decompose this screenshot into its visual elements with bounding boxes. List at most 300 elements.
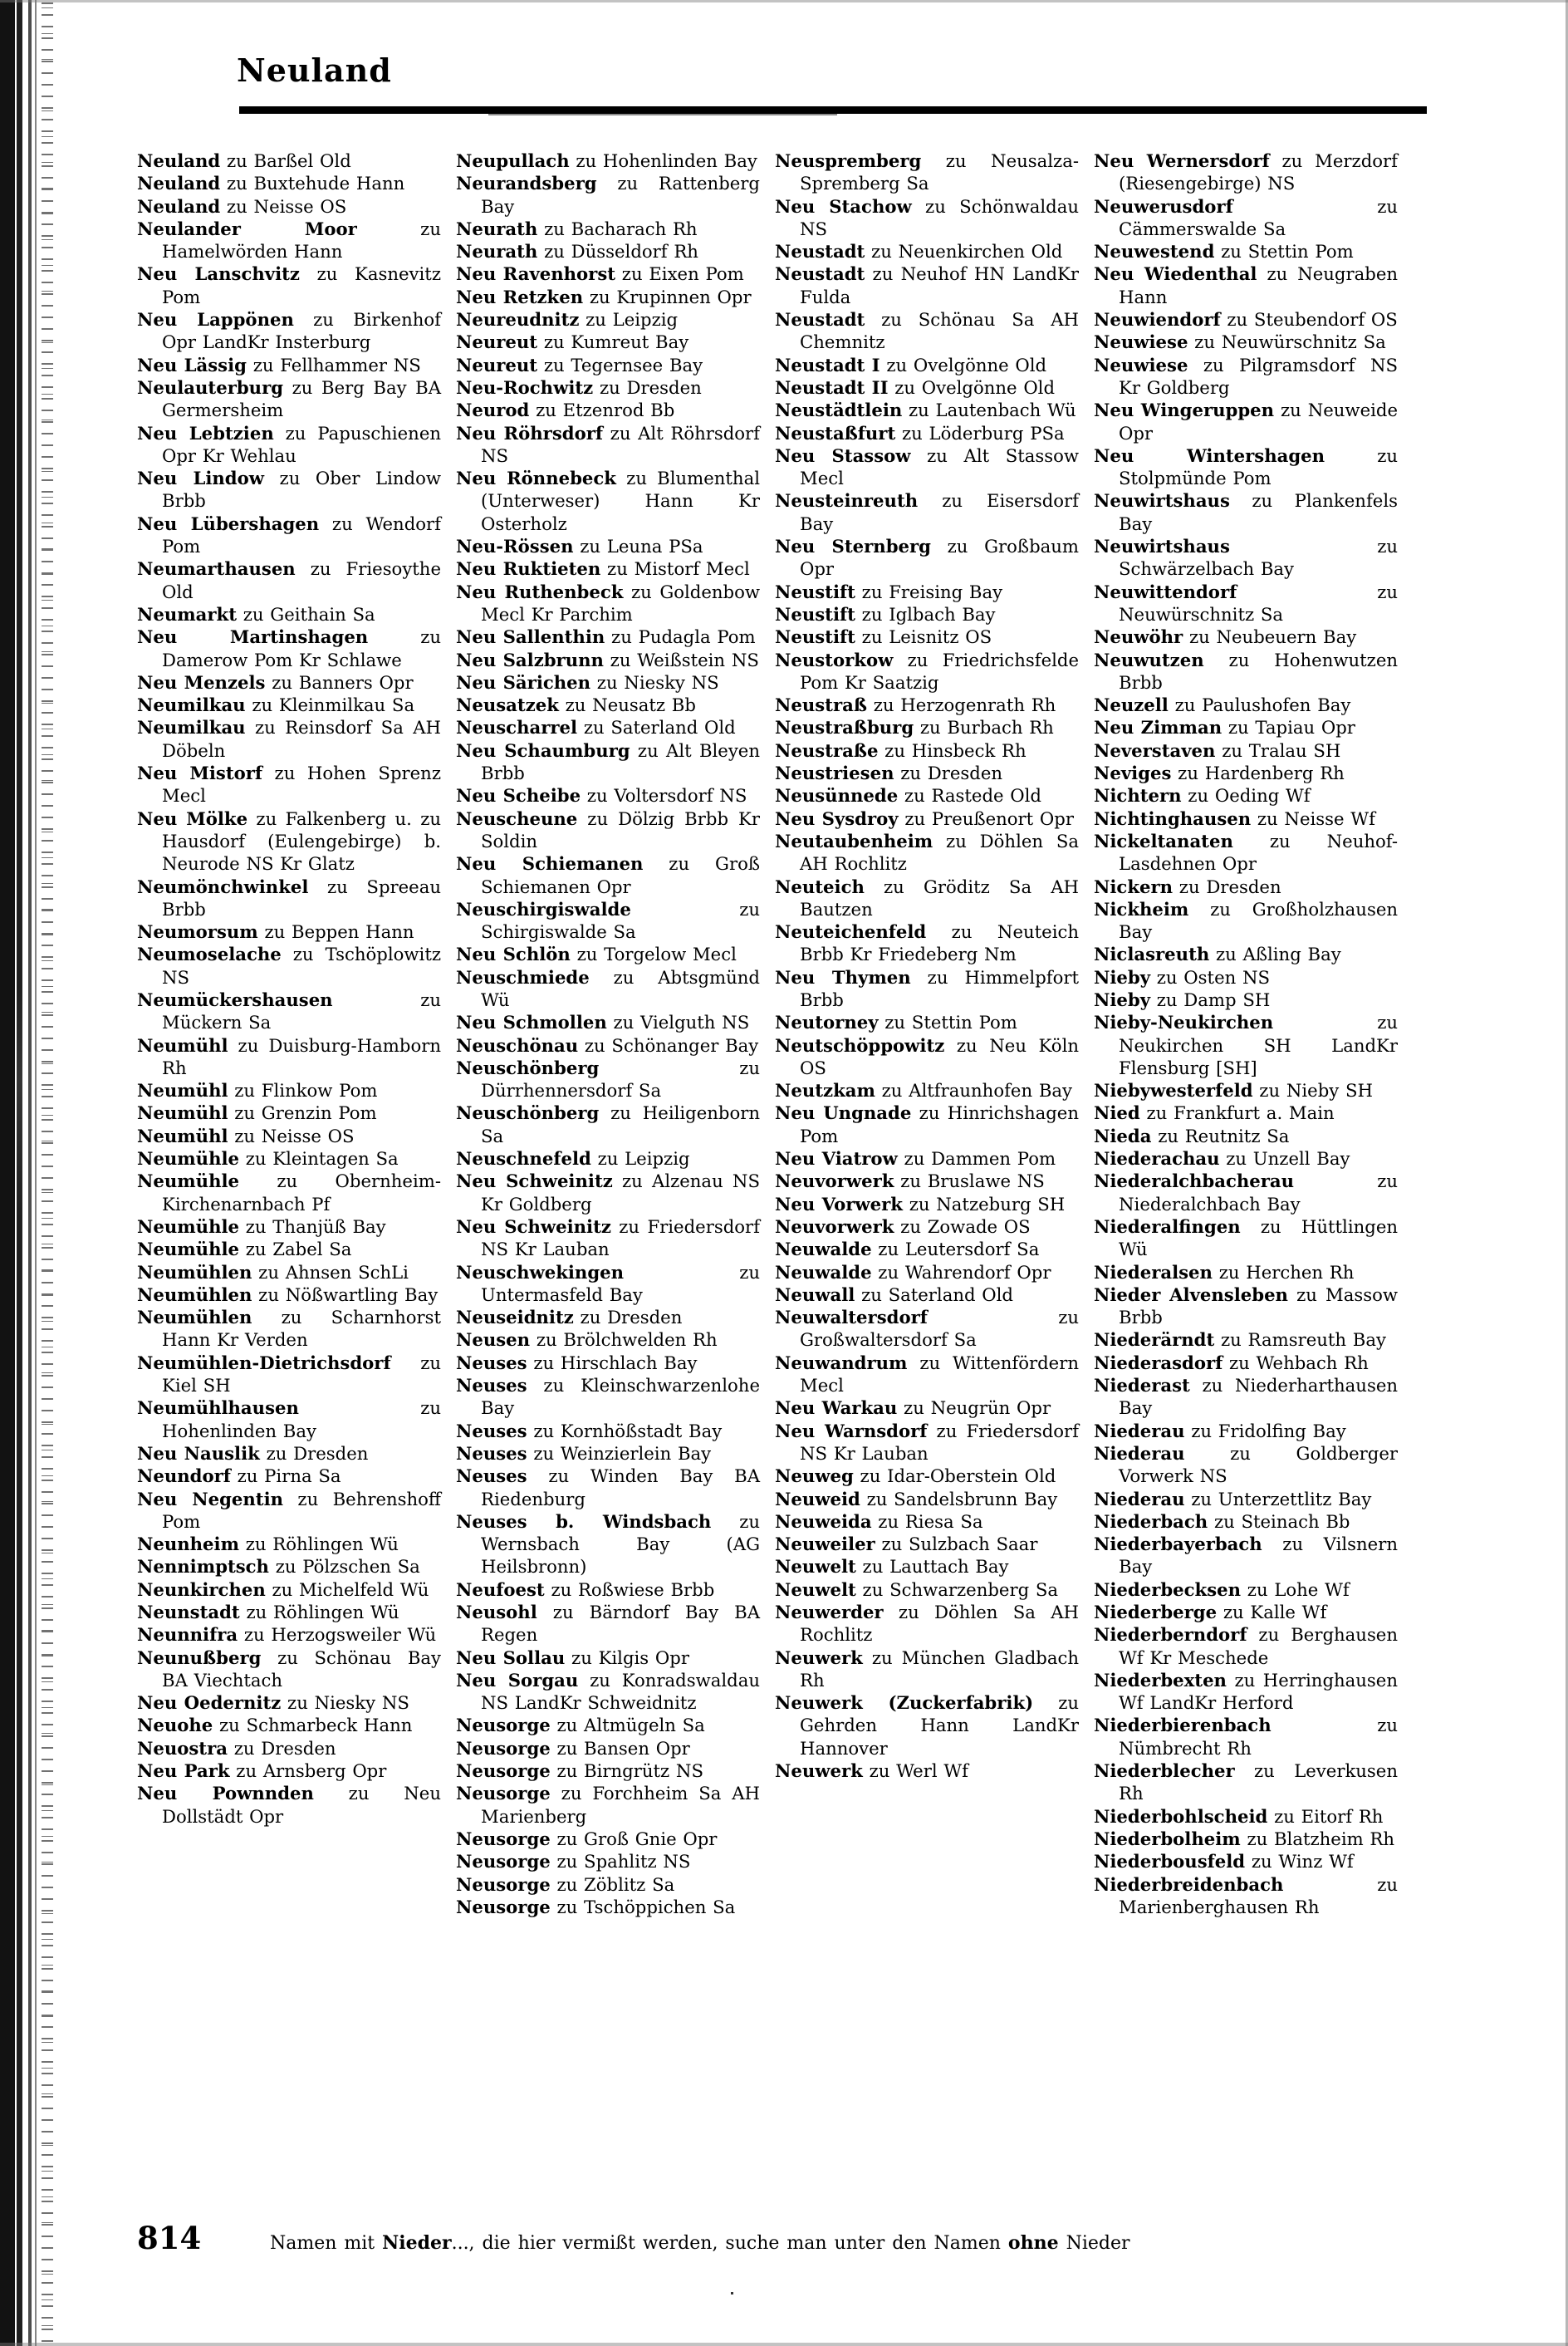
index-entry (775, 1488, 1079, 1510)
entry-headword: Niederast (1094, 1375, 1190, 1396)
entry-headword: Neunstadt (137, 1602, 240, 1622)
entry-headword: Niederärndt (1094, 1329, 1215, 1351)
entry-headword: Neu Lässig (137, 354, 247, 375)
index-entry (137, 671, 441, 694)
entry-headword: Neustadt (775, 263, 865, 285)
index-entry (775, 1760, 1079, 1782)
entry-reference: zu Leipzig (579, 309, 679, 331)
index-entry (1094, 331, 1398, 353)
entry-headword: Neuland (137, 173, 221, 194)
index-entry (775, 784, 1079, 807)
index-entry (456, 1011, 760, 1033)
entry-headword: Neuwirtshaus (1094, 490, 1230, 512)
entry-reference: zu Sandelsbrunn Bay (860, 1488, 1058, 1509)
entry-headword: Neu Schweinitz (456, 1171, 613, 1192)
entry-headword: Neu Retzken (456, 286, 584, 307)
entry-reference: zu Ramsreuth Bay (1214, 1329, 1386, 1351)
entry-headword: Neureut (456, 354, 538, 375)
entry-reference: zu Dresden (593, 376, 702, 398)
entry-reference: zu Döhlen Sa AH Rochlitz (800, 830, 1079, 875)
index-entry (456, 150, 760, 172)
running-head: Neuland (237, 52, 392, 89)
entry-headword: Neunnifra (137, 1624, 238, 1646)
entry-headword: Neupullach (456, 150, 570, 171)
entry-reference: zu Saterland Old (855, 1283, 1013, 1305)
entry-headword: Niederalfingen (1094, 1215, 1241, 1237)
entry-reference: zu Ovelgönne Old (888, 376, 1056, 398)
index-entry (456, 739, 760, 785)
entry-headword: Neu Menzels (137, 671, 266, 693)
entry-headword: Neuvorwerk (775, 1215, 894, 1237)
index-entry (1094, 762, 1398, 784)
entry-reference: zu Unzell Bay (1219, 1148, 1350, 1170)
entry-reference: zu Tralau SH (1215, 739, 1341, 761)
entry-reference: zu Neu Köln OS (800, 1034, 1079, 1078)
entry-reference: zu Leisnitz OS (855, 626, 992, 648)
entry-headword: Neuland (137, 195, 221, 217)
index-entry (456, 1102, 760, 1147)
entry-reference: zu Birngrütz NS (550, 1760, 703, 1782)
entry-reference: zu Tegernsee Bay (537, 354, 703, 375)
entry-headword: Neuschnefeld (456, 1148, 591, 1170)
entry-reference: zu Dölzig Brbb Kr Soldin (481, 807, 760, 852)
entry-headword: Nied (1094, 1102, 1140, 1124)
entry-headword: Neutaubenheim (775, 830, 933, 852)
entry-headword: Neusatzek (456, 694, 559, 716)
entry-headword: Neu Mistorf (137, 763, 263, 784)
entry-reference: zu Leuna PSa (573, 536, 703, 557)
entry-headword: Niederau (1094, 1420, 1185, 1441)
entry-headword: Neuwandrum (775, 1352, 908, 1373)
entry-headword: Neustift (775, 603, 855, 625)
index-entry (775, 807, 1079, 830)
entry-headword: Neu Schweinitz (456, 1215, 611, 1237)
entry-headword: Neumühl (137, 1102, 228, 1124)
index-entry (775, 422, 1079, 444)
entry-headword: Neuseidnitz (456, 1307, 574, 1328)
entry-reference: zu Roßwiese Brbb (544, 1578, 715, 1600)
entry-headword: Neuwelt (775, 1578, 856, 1600)
index-entry (456, 557, 760, 580)
index-entry (137, 1623, 441, 1646)
entry-reference: zu Kalle Wf (1217, 1602, 1327, 1622)
entry-reference: zu Niederalchbach Bay (1119, 1171, 1398, 1215)
entry-reference: zu Ahnsen SchLi (252, 1261, 409, 1283)
index-entry (775, 716, 1079, 739)
entry-headword: Niederbreidenbach (1094, 1873, 1284, 1895)
index-entry (1094, 1510, 1398, 1533)
entry-headword: Neuvorwerk (775, 1171, 894, 1192)
entry-headword: Neurod (456, 400, 530, 421)
index-entry (775, 1352, 1079, 1397)
entry-reference: zu Herzogenrath Rh (866, 694, 1056, 716)
entry-headword: Neumönchwinkel (137, 876, 309, 897)
entry-reference: zu Hohenlinden Bay (162, 1397, 441, 1441)
entry-headword: Niederbolheim (1094, 1828, 1241, 1849)
index-entry (775, 489, 1079, 535)
entry-reference: zu Hirschlach Bay (527, 1352, 698, 1373)
index-entry (456, 1034, 760, 1057)
entry-headword: Nieder Alvensleben (1094, 1283, 1288, 1305)
index-entry (1094, 150, 1398, 195)
entry-reference: zu Neubeuern Bay (1183, 626, 1357, 648)
entry-reference: zu Oeding Wf (1181, 785, 1311, 807)
entry-headword: Neuses (456, 1442, 527, 1464)
entry-reference: zu Thanjüß Bay (239, 1215, 386, 1237)
entry-headword: Niederbierenbach (1094, 1715, 1272, 1736)
entry-headword: Neuspremberg (775, 150, 922, 171)
entry-reference: zu Abtsgmünd Wü (481, 966, 760, 1010)
index-entry (775, 444, 1079, 490)
entry-reference: zu Schwärzelbach Bay (1119, 536, 1398, 580)
entry-headword: Neumühl (137, 1034, 228, 1056)
index-entry (775, 1306, 1079, 1352)
entry-reference: zu Herchen Rh (1212, 1261, 1355, 1283)
entry-reference: zu Riesa Sa (871, 1510, 983, 1532)
index-entry (137, 1647, 441, 1692)
entry-headword: Neuteich (775, 876, 865, 897)
entry-reference: zu Mückern Sa (162, 989, 441, 1033)
entry-headword: Neu-Rössen (456, 536, 574, 557)
entry-reference: zu Großbaum Opr (800, 536, 1079, 580)
entry-reference: zu Blatzheim Rh (1240, 1828, 1395, 1849)
index-entry (137, 263, 441, 308)
entry-reference: zu Blumenthal (Unterweser) Hann Kr Osterholz (481, 468, 760, 534)
index-entry (137, 1215, 441, 1238)
index-entry (1094, 308, 1398, 331)
entry-reference: zu Frankfurt a. Main (1139, 1102, 1335, 1124)
entry-reference: zu Kleintagen Sa (239, 1148, 399, 1170)
entry-reference: zu Kilgis Opr (565, 1647, 689, 1668)
index-entry (1094, 354, 1398, 400)
entry-headword: Niederberge (1094, 1602, 1218, 1622)
entry-headword: Neuschmiede (456, 966, 590, 988)
entry-headword: Neu Vorwerk (775, 1193, 903, 1215)
entry-headword: Neustädtlein (775, 400, 903, 421)
index-entry (456, 1510, 760, 1578)
index-entry (775, 240, 1079, 263)
index-entry (775, 1601, 1079, 1647)
index-entry (1094, 784, 1398, 807)
index-entry (456, 1057, 760, 1102)
entry-headword: Neu Thymen (775, 966, 911, 988)
index-entry (456, 626, 760, 648)
entry-reference: zu Alt Röhrsdorf NS (481, 422, 761, 466)
index-entry (775, 739, 1079, 762)
index-entry (137, 557, 441, 603)
index-entry (1094, 1601, 1398, 1623)
entry-headword: Neu Martinshagen (137, 626, 369, 648)
entry-reference: zu Damerow Pom Kr Schlawe (162, 626, 441, 670)
entry-headword: Neurandsberg (456, 173, 597, 194)
entry-headword: Neu Lebtzien (137, 422, 274, 444)
entry-headword: Neuwalde (775, 1261, 872, 1283)
index-entry (137, 716, 441, 762)
entry-reference: zu Leutersdorf Sa (871, 1239, 1040, 1260)
entry-headword: Niederbousfeld (1094, 1851, 1246, 1872)
index-entry (775, 1102, 1079, 1147)
entry-headword: Neustorkow (775, 649, 894, 670)
index-entry (456, 1147, 760, 1170)
index-entry (1094, 1328, 1398, 1351)
index-entry (1094, 1850, 1398, 1872)
entry-headword: Neuwiese (1094, 354, 1188, 375)
entry-headword: Neu Schaumburg (456, 739, 630, 761)
index-entry (1094, 1578, 1398, 1601)
entry-reference: zu Reutnitz Sa (1151, 1125, 1290, 1146)
entry-reference: zu Alzenau NS Kr Goldberg (481, 1171, 760, 1215)
index-entry (456, 943, 760, 965)
entry-headword: Neuses (456, 1375, 527, 1396)
entry-headword: Neu Salzbrunn (456, 649, 604, 670)
entry-headword: Neu Stassow (775, 444, 911, 466)
entry-headword: Neutorney (775, 1012, 879, 1033)
entry-reference: zu Zöblitz Sa (550, 1873, 675, 1895)
index-entry (456, 1828, 760, 1850)
index-entry (1094, 989, 1398, 1011)
index-entry (456, 671, 760, 694)
entry-headword: Neu Schmollen (456, 1012, 607, 1033)
entry-headword: Neu Sternberg (775, 536, 931, 557)
entry-reference: zu Bärndorf Bay BA Regen (481, 1602, 760, 1646)
entry-headword: Neuwerusdorf (1094, 195, 1233, 217)
entry-headword: Neuscheune (456, 807, 578, 829)
entry-headword: Neumühle (137, 1148, 240, 1170)
entry-reference: zu Konradswaldau NS LandKr Schweidnitz (481, 1669, 760, 1714)
index-entry (137, 1714, 441, 1736)
entry-headword: Neu Lappönen (137, 309, 294, 331)
entry-headword: Neulauterburg (137, 376, 284, 398)
index-entry (1094, 1147, 1398, 1170)
scan-dust-speck (731, 2292, 733, 2294)
entry-reference: zu Kornhößstadt Bay (527, 1420, 723, 1441)
page-footer (137, 2220, 1433, 2256)
entry-reference: zu Alt Bleyen Brbb (481, 739, 760, 784)
entry-headword: Neumühlhausen (137, 1397, 299, 1419)
index-entry (456, 399, 760, 421)
index-entry (137, 1396, 441, 1442)
entry-reference: zu Falkenberg u. zu Hausdorf (Eulengebirge) b. Neurode NS Kr Glatz (162, 807, 441, 875)
index-entry (1094, 876, 1398, 898)
index-entry (456, 1215, 760, 1261)
index-entry (456, 1420, 760, 1442)
entry-reference: zu Gröditz Sa AH Bautzen (800, 876, 1079, 920)
index-entry (137, 1261, 441, 1283)
index-entry (456, 467, 760, 535)
entry-headword: Nennimptsch (137, 1556, 269, 1578)
entry-headword: Niederbecksen (1094, 1578, 1242, 1600)
entry-headword: Neustadt (775, 241, 865, 263)
index-entry (137, 195, 441, 218)
entry-headword: Neustraße (775, 739, 879, 761)
entry-reference: zu Duisburg-Hamborn Rh (162, 1034, 441, 1078)
entry-reference: zu Etzenrod Bb (529, 400, 675, 421)
entry-headword: Neuweiler (775, 1534, 875, 1555)
index-entry (775, 535, 1079, 581)
footnote-text-post: Nieder (1058, 2233, 1130, 2254)
index-entry (137, 218, 441, 263)
index-entry (456, 308, 760, 331)
entry-headword: Neusorge (456, 1715, 551, 1736)
column-2 (456, 150, 760, 2143)
index-entry (1094, 1442, 1398, 1488)
entry-reference: zu Neuhof HN LandKr Fulda (800, 263, 1079, 307)
entry-headword: Niederalchbacherau (1094, 1171, 1295, 1192)
entry-reference: zu Bansen Opr (550, 1737, 690, 1759)
index-entry (456, 376, 760, 399)
entry-reference: zu Natzeburg SH (902, 1193, 1066, 1215)
index-entry (137, 308, 441, 354)
index-entry (456, 1850, 760, 1872)
entry-headword: Neunkirchen (137, 1578, 266, 1600)
index-entry (137, 467, 441, 513)
entry-reference: zu Schönau Bay BA Viechtach (162, 1647, 441, 1691)
entry-reference: zu Kleinmilkau Sa (245, 694, 415, 716)
index-entry (456, 535, 760, 557)
index-entry (456, 716, 760, 739)
index-entry (775, 1261, 1079, 1283)
index-entry (456, 286, 760, 308)
index-entry (775, 1533, 1079, 1555)
index-entry (1094, 535, 1398, 581)
index-entry (775, 1193, 1079, 1215)
entry-reference: zu Alt Stassow Mecl (800, 444, 1080, 489)
entry-headword: Niederachau (1094, 1148, 1220, 1170)
entry-reference: zu Niesky NS (590, 671, 719, 693)
index-entry (775, 694, 1079, 716)
entry-headword: Neuses (456, 1352, 527, 1373)
index-entry (137, 694, 441, 716)
index-entry (1094, 1125, 1398, 1147)
entry-headword: Neu Schlön (456, 944, 571, 965)
index-entry (137, 1442, 441, 1465)
entry-headword: Neumilkau (137, 694, 246, 716)
entry-headword: Neuweg (775, 1465, 854, 1487)
index-entry (775, 308, 1079, 354)
entry-headword: Neumühle (137, 1215, 240, 1237)
entry-reference: zu Neugrün Opr (897, 1397, 1051, 1419)
column-3 (775, 150, 1079, 2143)
index-entry (1094, 739, 1398, 762)
entry-reference: zu Röhlingen Wü (239, 1602, 399, 1622)
entry-headword: Neumühle (137, 1239, 240, 1260)
index-entry (456, 354, 760, 376)
index-entry (1094, 1283, 1398, 1329)
entry-headword: Niederau (1094, 1488, 1185, 1509)
entry-reference: zu Flinkow Pom (228, 1080, 378, 1102)
entry-reference: zu Dürrhennersdorf Sa (481, 1057, 760, 1102)
entry-reference: zu Neugraben Hann (1119, 263, 1399, 307)
index-entry (775, 830, 1079, 876)
index-entry (137, 1125, 441, 1147)
entry-reference: zu Wittenfördern Mecl (800, 1352, 1079, 1396)
entry-reference: zu Birkenhof Opr LandKr Insterburg (162, 309, 441, 353)
entry-headword: Neu Warkau (775, 1397, 898, 1419)
entry-reference: zu Heiligenborn Sa (481, 1102, 760, 1146)
footnote-bold-ohne: ohne (1007, 2232, 1059, 2254)
entry-reference: zu Dresden (259, 1442, 369, 1464)
index-entry (1094, 1215, 1398, 1261)
index-entry (137, 1147, 441, 1170)
entry-headword: Niederbexten (1094, 1669, 1227, 1691)
entry-reference: zu Wendorf Pom (162, 513, 441, 557)
entry-reference: zu Stettin Pom (1214, 241, 1354, 263)
index-entry (1094, 1420, 1398, 1442)
entry-reference: zu Osten NS (1150, 966, 1271, 988)
entry-reference: zu Lautenbach Wü (902, 400, 1076, 421)
entry-reference: zu Neisse OS (228, 1125, 355, 1146)
entry-headword: Neu Oedernitz (137, 1692, 282, 1714)
entry-headword: Nieda (1094, 1125, 1152, 1146)
entry-reference: zu München Gladbach Rh (800, 1647, 1079, 1691)
entry-headword: Neuwaltersdorf (775, 1307, 928, 1328)
index-entry (137, 422, 441, 468)
index-entry (1094, 1374, 1398, 1420)
entry-reference: zu Saterland Old (577, 717, 736, 739)
entry-reference: zu Neisse OS (220, 195, 347, 217)
index-entry (775, 876, 1079, 921)
index-entry (137, 1102, 441, 1124)
index-entry (456, 1896, 760, 1918)
entry-headword: Neusteinreuth (775, 490, 919, 512)
entry-reference: zu Scharnhorst Hann Kr Verden (162, 1307, 441, 1351)
entry-headword: Neundorf (137, 1465, 231, 1487)
entry-reference: zu Werl Wf (862, 1760, 968, 1782)
entry-headword: Neu Ruktieten (456, 558, 601, 580)
entry-reference: zu Niederharthausen Bay (1119, 1375, 1398, 1419)
entry-headword: Neuwiese (1094, 331, 1188, 353)
entry-headword: Neumühlen (137, 1307, 252, 1328)
index-entry (775, 1578, 1079, 1601)
index-columns (137, 150, 1433, 2143)
entry-reference: zu Schönanger Bay (578, 1034, 759, 1056)
entry-reference: zu Kiel SH (162, 1352, 441, 1396)
index-entry (456, 218, 760, 240)
index-entry (775, 1034, 1079, 1080)
entry-reference: zu Plankenfels Bay (1119, 490, 1398, 534)
entry-headword: Neusorge (456, 1873, 551, 1895)
entry-reference: zu Merzdorf (Riesengebirge) NS (1119, 150, 1398, 194)
entry-headword: Niederbohlscheid (1094, 1805, 1268, 1827)
index-entry (1094, 649, 1398, 694)
index-entry (775, 966, 1079, 1012)
index-entry (775, 1420, 1079, 1465)
entry-headword: Neuohe (137, 1715, 213, 1736)
entry-headword: Neu Stachow (775, 195, 912, 217)
entry-headword: Neu Wernersdorf (1094, 150, 1270, 171)
entry-headword: Neumühl (137, 1125, 228, 1146)
entry-headword: Neureut (456, 331, 538, 353)
index-entry (456, 1306, 760, 1328)
entry-headword: Neuses (456, 1420, 527, 1441)
index-entry (1094, 966, 1398, 989)
entry-headword: Neu Lanschvitz (137, 263, 300, 285)
entry-headword: Neuwestend (1094, 241, 1215, 263)
entry-reference: zu Dresden (894, 763, 1003, 784)
index-entry (456, 422, 760, 468)
index-entry (1094, 1873, 1398, 1919)
entry-headword: Neu-Rochwitz (456, 376, 594, 398)
entry-headword: Neulander Moor (137, 218, 357, 239)
index-entry (137, 762, 441, 807)
entry-reference: zu Beppen Hann (257, 921, 414, 943)
entry-reference: zu Ober Lindow Brbb (162, 468, 441, 512)
entry-reference: zu Groß Gnie Opr (550, 1828, 718, 1849)
entry-reference: zu Berghausen Wf Kr Meschede (1119, 1624, 1398, 1668)
index-entry (137, 989, 441, 1034)
entry-reference: zu Berg Bay BA Germersheim (162, 376, 441, 421)
index-entry (775, 603, 1079, 626)
